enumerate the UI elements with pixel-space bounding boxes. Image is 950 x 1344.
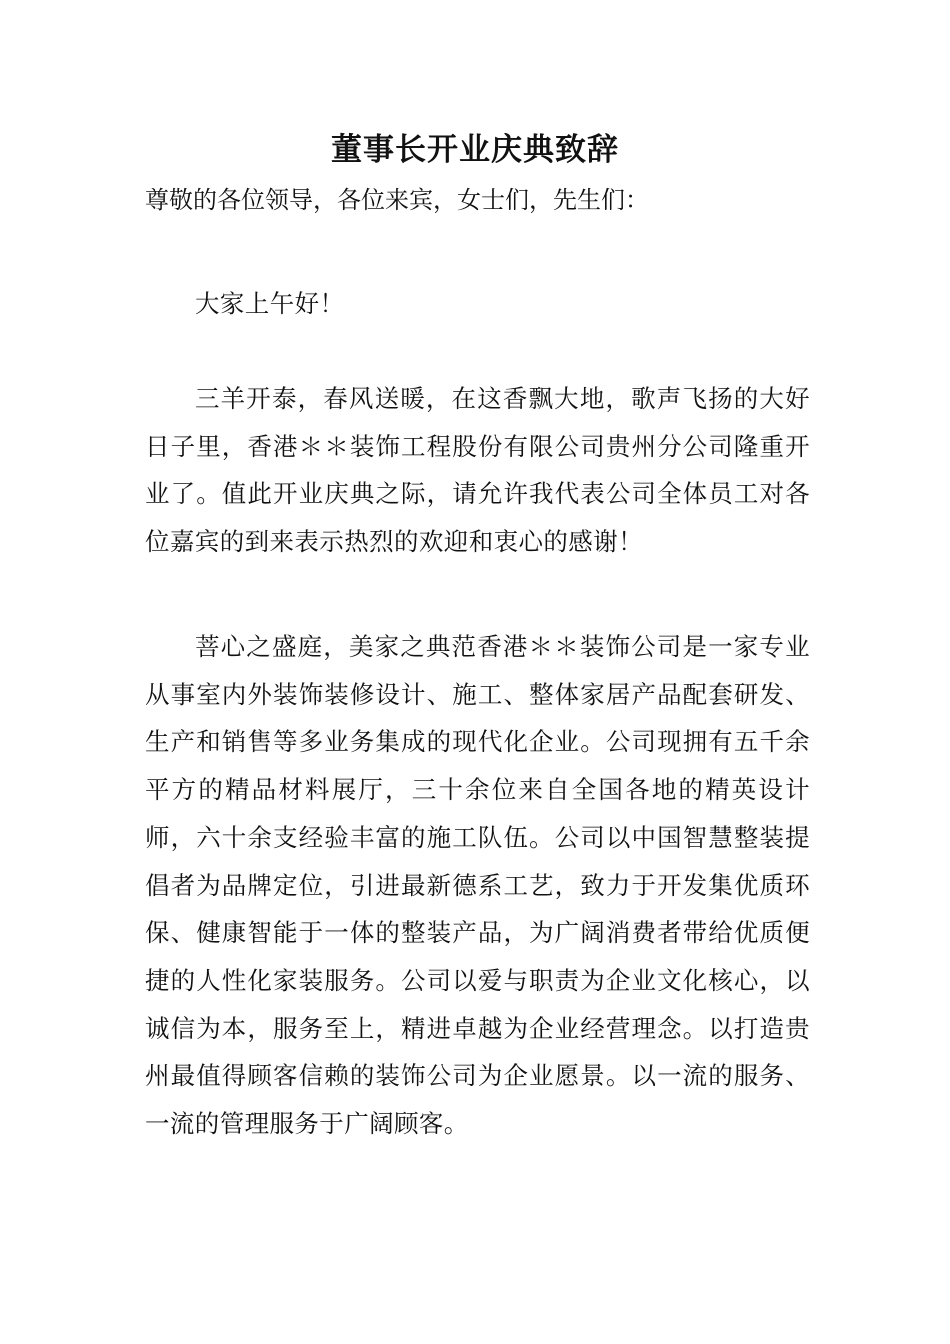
greeting-paragraph: 大家上午好！ (195, 289, 345, 318)
company-intro-paragraph: 菩心之盛庭，美家之典范香港＊＊装饰公司是一家专业从事室内外装饰装修设计、施工、整体家居产品配套研发、生产和销售等多业务集成的现代化企业。公司现拥有五千余平方的精品材料展厅，三十余位来自全国各地的精英设计师，六十余支经验丰富的施工队伍。公司以中国智慧整装提倡者为品牌定位，引进最新德系工艺，致力于开发集优质环保、健康智能于一体的整装产品，为广阔消费者带给优质便捷的人性化家装服务。公司以爱与职责为企业文化核心，以诚信为本，服务至上，精进卓越为企业经营理念。以打造贵州最值得顾客信赖的装饰公司为企业愿景。以一流的服务、一流的管理服务于广阔顾客。 (145, 632, 810, 1139)
document-title: 董事长开业庆典致辞 (331, 132, 619, 168)
opening-paragraph: 三羊开泰，春风送暖，在这香飘大地，歌声飞扬的大好日子里，香港＊＊装饰工程股份有限公司贵州分公司隆重开业了。值此开业庆典之际，请允许我代表公司全体员工对各位嘉宾的到来表示热烈的欢迎和衷心的感谢！ (145, 384, 810, 557)
salutation-line: 尊敬的各位领导，各位来宾，女士们，先生们： (145, 186, 649, 214)
